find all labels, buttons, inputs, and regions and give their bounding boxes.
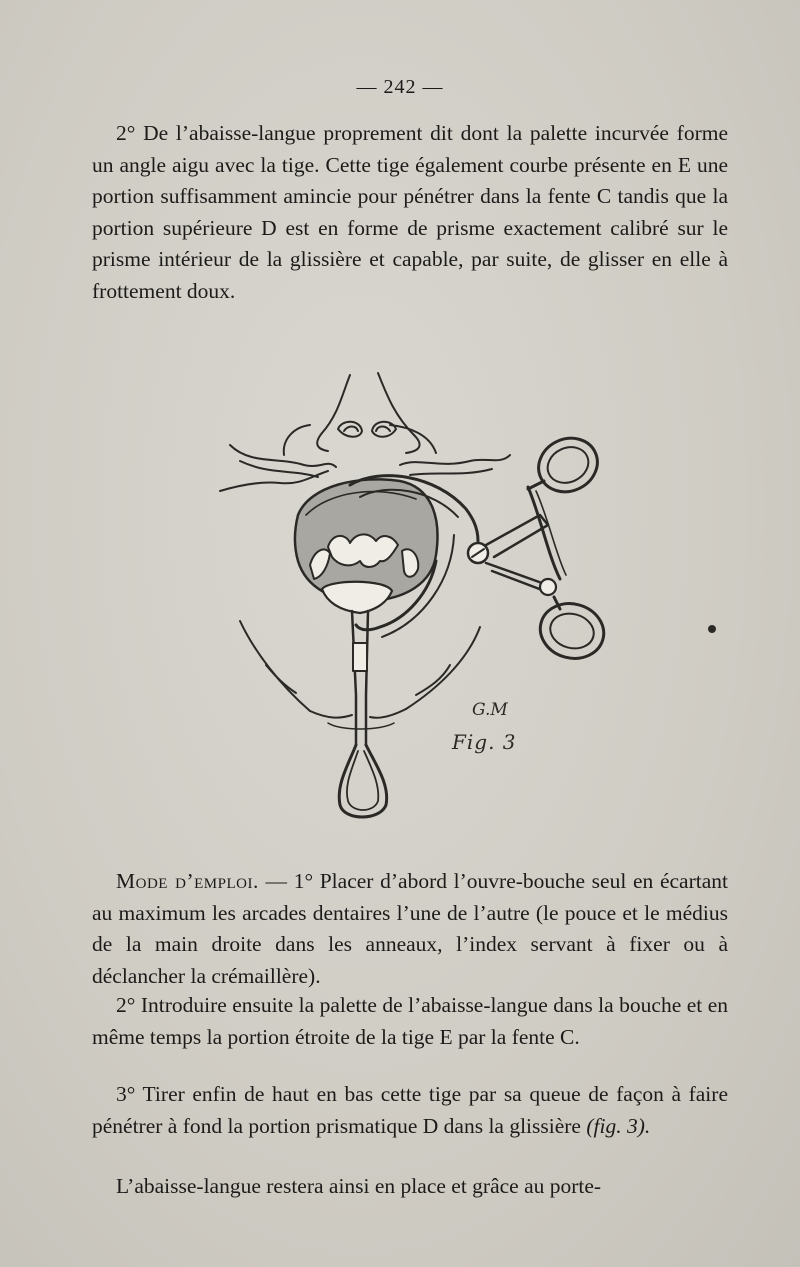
paragraph-conclusion — [92, 1171, 728, 1203]
nose-outline — [322, 375, 350, 433]
paragraph-text: 3° Tirer enfin de haut en bas cette tige par sa queue de façon à faire pénétrer à fond la portion prismatique D dans la glissière — [92, 1082, 728, 1138]
lower-finger-ring — [534, 597, 610, 666]
paragraph-step-3 — [92, 1079, 728, 1142]
paragraph-text: 2° Introduire ensuite la palette de l’abaisse-langue dans la bouche et en même temps la portion étroite de la tige E par la fente C. — [92, 993, 728, 1049]
stem-loop-handle — [339, 745, 386, 817]
paragraph-step-2 — [92, 990, 728, 1053]
mouth-gag-illustration — [210, 365, 620, 830]
upper-finger-ring — [530, 429, 606, 501]
paragraph-text: — 1° Placer d’abord l’ouvre-bouche seul en écartant au maximum les arcades dentaires l’une de l’autre (le pouce et le médius de la main droite dans les anneaux, l’index servant à fixer ou à déclancher la crémaillère). — [92, 869, 728, 988]
rack-screw — [540, 579, 556, 595]
paragraph-mode-emploi — [92, 866, 728, 992]
tongue-depressor-palette — [322, 582, 392, 613]
figure-reference: (fig. 3). — [586, 1113, 651, 1138]
right-nostril — [372, 422, 396, 437]
tongue-depressor-stem — [352, 611, 356, 745]
paragraph-text: L’abaisse-langue restera ainsi en place et grâce au porte- — [116, 1174, 602, 1198]
jaw-left — [240, 621, 310, 711]
left-nostril — [338, 422, 362, 437]
jaw-right — [406, 627, 480, 709]
paragraph-tongue-depressor-description — [92, 118, 728, 308]
section-heading: Mode d’emploi. — [116, 869, 259, 893]
figure-caption: Fig. 3 — [452, 730, 517, 754]
upper-lip-right — [400, 455, 510, 465]
stem-slot — [353, 643, 367, 671]
page-number: — 242 — — [356, 76, 444, 98]
figure-initials: G.M — [472, 700, 508, 720]
paragraph-text: 2° De l’abaisse-langue proprement dit dont la palette incurvée forme un angle aigu avec la tige. Cette tige également courbe présente en E une portion suffisamment amincie pour pénétrer dans la fente C tandis que la portion supérieure D est en forme de prisme exactement calibré sur le prisme intérieur de la glissière et capable, par suite, de glisser en elle à frottement doux. — [92, 121, 728, 303]
ink-speck — [708, 625, 716, 633]
